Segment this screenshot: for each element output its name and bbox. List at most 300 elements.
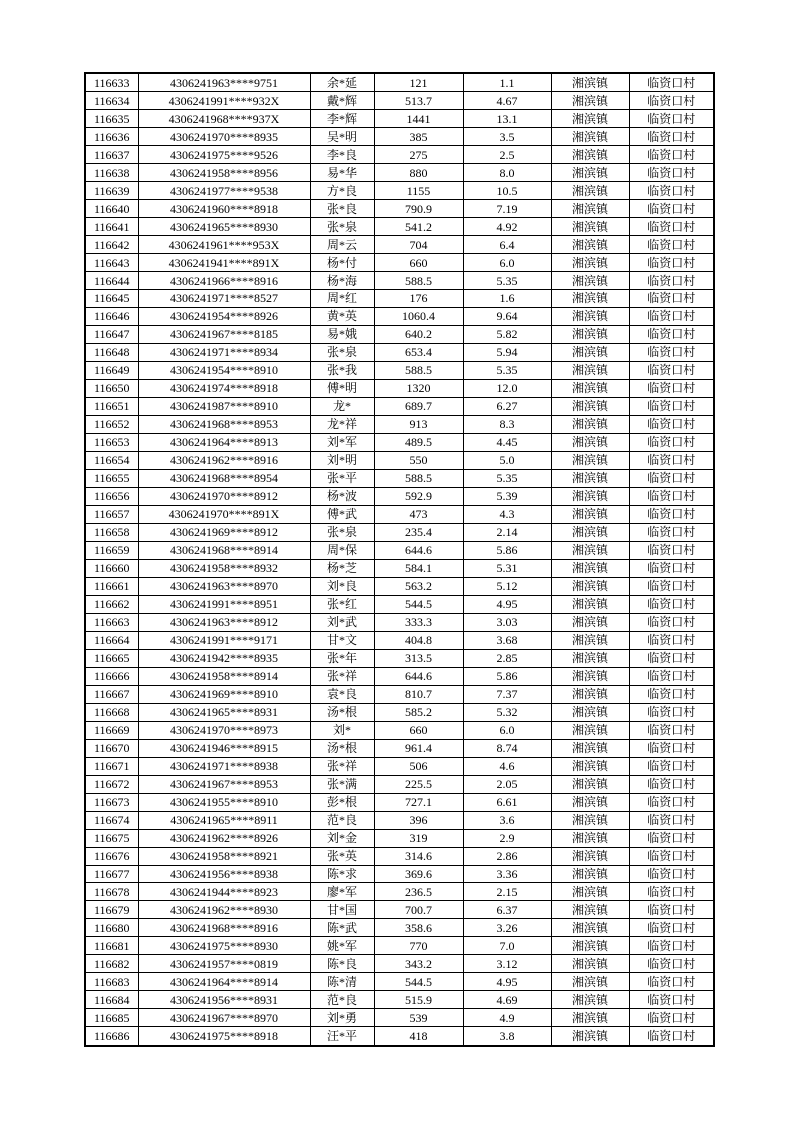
cell-amount: 644.6 xyxy=(374,667,463,685)
cell-serial: 116678 xyxy=(85,883,138,901)
table-row xyxy=(85,379,714,397)
cell-amount: 770 xyxy=(374,937,463,955)
cell-village: 临资口村 xyxy=(629,379,714,397)
cell-area: 3.36 xyxy=(463,865,551,883)
cell-serial: 116652 xyxy=(85,415,138,433)
cell-village: 临资口村 xyxy=(629,325,714,343)
table-row xyxy=(85,469,714,487)
cell-serial: 116645 xyxy=(85,290,138,308)
cell-town: 湘滨镇 xyxy=(551,649,629,667)
cell-amount: 727.1 xyxy=(374,793,463,811)
cell-amount: 473 xyxy=(374,505,463,523)
cell-town: 湘滨镇 xyxy=(551,829,629,847)
cell-amount: 506 xyxy=(374,757,463,775)
cell-village: 临资口村 xyxy=(629,290,714,308)
cell-amount: 660 xyxy=(374,254,463,272)
table-row xyxy=(85,325,714,343)
cell-area: 2.14 xyxy=(463,523,551,541)
cell-serial: 116682 xyxy=(85,955,138,973)
cell-id-masked: 4306241942****8935 xyxy=(138,649,310,667)
cell-town: 湘滨镇 xyxy=(551,955,629,973)
cell-amount: 539 xyxy=(374,1009,463,1027)
cell-village: 临资口村 xyxy=(629,541,714,559)
cell-name: 张*祥 xyxy=(310,757,374,775)
cell-serial: 116648 xyxy=(85,343,138,361)
cell-name: 张*年 xyxy=(310,649,374,667)
cell-village: 临资口村 xyxy=(629,487,714,505)
cell-name: 廖*军 xyxy=(310,883,374,901)
cell-id-masked: 4306241958****8921 xyxy=(138,847,310,865)
cell-serial: 116661 xyxy=(85,577,138,595)
table-row xyxy=(85,218,714,236)
cell-id-masked: 4306241957****0819 xyxy=(138,955,310,973)
cell-serial: 116676 xyxy=(85,847,138,865)
cell-village: 临资口村 xyxy=(629,793,714,811)
table-row xyxy=(85,811,714,829)
table-row xyxy=(85,937,714,955)
cell-village: 临资口村 xyxy=(629,685,714,703)
cell-village: 临资口村 xyxy=(629,829,714,847)
cell-area: 2.86 xyxy=(463,847,551,865)
cell-area: 7.0 xyxy=(463,937,551,955)
table-row xyxy=(85,703,714,721)
cell-village: 临资口村 xyxy=(629,1009,714,1027)
cell-serial: 116671 xyxy=(85,757,138,775)
cell-area: 5.35 xyxy=(463,469,551,487)
cell-village: 临资口村 xyxy=(629,397,714,415)
cell-id-masked: 4306241965****8911 xyxy=(138,811,310,829)
cell-serial: 116673 xyxy=(85,793,138,811)
cell-amount: 541.2 xyxy=(374,218,463,236)
cell-village: 临资口村 xyxy=(629,1027,714,1046)
cell-amount: 236.5 xyxy=(374,883,463,901)
cell-town: 湘滨镇 xyxy=(551,146,629,164)
cell-name: 黄*英 xyxy=(310,307,374,325)
table-row xyxy=(85,685,714,703)
table-row xyxy=(85,631,714,649)
cell-amount: 880 xyxy=(374,164,463,182)
cell-town: 湘滨镇 xyxy=(551,272,629,290)
cell-id-masked: 4306241975****8930 xyxy=(138,937,310,955)
cell-town: 湘滨镇 xyxy=(551,685,629,703)
cell-id-masked: 4306241968****8953 xyxy=(138,415,310,433)
table-row xyxy=(85,182,714,200)
cell-id-masked: 4306241967****8970 xyxy=(138,1009,310,1027)
cell-id-masked: 4306241974****8918 xyxy=(138,379,310,397)
cell-village: 临资口村 xyxy=(629,236,714,254)
cell-amount: 358.6 xyxy=(374,919,463,937)
cell-id-masked: 4306241966****8916 xyxy=(138,272,310,290)
cell-serial: 116659 xyxy=(85,541,138,559)
cell-amount: 225.5 xyxy=(374,775,463,793)
table-row xyxy=(85,757,714,775)
cell-name: 李*辉 xyxy=(310,110,374,128)
cell-serial: 116669 xyxy=(85,721,138,739)
cell-area: 2.9 xyxy=(463,829,551,847)
cell-town: 湘滨镇 xyxy=(551,523,629,541)
table-row xyxy=(85,128,714,146)
cell-serial: 116664 xyxy=(85,631,138,649)
cell-amount: 585.2 xyxy=(374,703,463,721)
cell-village: 临资口村 xyxy=(629,649,714,667)
cell-id-masked: 4306241960****8918 xyxy=(138,200,310,218)
cell-id-masked: 4306241970****8973 xyxy=(138,721,310,739)
cell-amount: 588.5 xyxy=(374,272,463,290)
cell-serial: 116683 xyxy=(85,973,138,991)
cell-name: 张*良 xyxy=(310,200,374,218)
cell-village: 临资口村 xyxy=(629,973,714,991)
cell-village: 临资口村 xyxy=(629,182,714,200)
cell-name: 张*满 xyxy=(310,775,374,793)
cell-serial: 116686 xyxy=(85,1027,138,1046)
cell-serial: 116656 xyxy=(85,487,138,505)
cell-name: 刘*军 xyxy=(310,433,374,451)
cell-village: 临资口村 xyxy=(629,254,714,272)
cell-amount: 660 xyxy=(374,721,463,739)
cell-amount: 489.5 xyxy=(374,433,463,451)
cell-name: 李*良 xyxy=(310,146,374,164)
cell-name: 范*良 xyxy=(310,991,374,1009)
table-row xyxy=(85,667,714,685)
cell-name: 周*红 xyxy=(310,290,374,308)
table-row xyxy=(85,146,714,164)
cell-area: 8.74 xyxy=(463,739,551,757)
cell-area: 4.3 xyxy=(463,505,551,523)
cell-town: 湘滨镇 xyxy=(551,307,629,325)
cell-amount: 319 xyxy=(374,829,463,847)
cell-serial: 116640 xyxy=(85,200,138,218)
cell-name: 傅*明 xyxy=(310,379,374,397)
table-row xyxy=(85,290,714,308)
table-row xyxy=(85,721,714,739)
cell-id-masked: 4306241941****891X xyxy=(138,254,310,272)
cell-village: 临资口村 xyxy=(629,523,714,541)
cell-area: 5.35 xyxy=(463,272,551,290)
cell-serial: 116665 xyxy=(85,649,138,667)
cell-name: 刘*勇 xyxy=(310,1009,374,1027)
cell-village: 临资口村 xyxy=(629,415,714,433)
cell-amount: 343.2 xyxy=(374,955,463,973)
cell-serial: 116679 xyxy=(85,901,138,919)
cell-area: 3.6 xyxy=(463,811,551,829)
cell-name: 杨*芝 xyxy=(310,559,374,577)
cell-amount: 313.5 xyxy=(374,649,463,667)
cell-village: 临资口村 xyxy=(629,919,714,937)
cell-id-masked: 4306241977****9538 xyxy=(138,182,310,200)
cell-name: 陈*求 xyxy=(310,865,374,883)
cell-village: 临资口村 xyxy=(629,218,714,236)
cell-area: 4.6 xyxy=(463,757,551,775)
cell-area: 5.94 xyxy=(463,343,551,361)
table-row xyxy=(85,487,714,505)
cell-area: 6.27 xyxy=(463,397,551,415)
cell-name: 袁*良 xyxy=(310,685,374,703)
table-row xyxy=(85,397,714,415)
cell-id-masked: 4306241991****9171 xyxy=(138,631,310,649)
cell-amount: 333.3 xyxy=(374,613,463,631)
cell-town: 湘滨镇 xyxy=(551,541,629,559)
cell-village: 临资口村 xyxy=(629,469,714,487)
cell-village: 临资口村 xyxy=(629,757,714,775)
cell-name: 刘*明 xyxy=(310,451,374,469)
table-row xyxy=(85,847,714,865)
cell-village: 临资口村 xyxy=(629,811,714,829)
cell-amount: 314.6 xyxy=(374,847,463,865)
cell-serial: 116650 xyxy=(85,379,138,397)
cell-serial: 116644 xyxy=(85,272,138,290)
cell-village: 临资口村 xyxy=(629,451,714,469)
cell-village: 临资口村 xyxy=(629,631,714,649)
cell-name: 张*泉 xyxy=(310,343,374,361)
cell-amount: 235.4 xyxy=(374,523,463,541)
cell-village: 临资口村 xyxy=(629,200,714,218)
cell-area: 3.8 xyxy=(463,1027,551,1046)
cell-amount: 550 xyxy=(374,451,463,469)
cell-area: 9.64 xyxy=(463,307,551,325)
cell-name: 范*良 xyxy=(310,811,374,829)
cell-name: 姚*军 xyxy=(310,937,374,955)
cell-serial: 116675 xyxy=(85,829,138,847)
cell-village: 临资口村 xyxy=(629,739,714,757)
cell-town: 湘滨镇 xyxy=(551,757,629,775)
cell-amount: 704 xyxy=(374,236,463,254)
records-table-body xyxy=(85,73,714,1046)
cell-serial: 116662 xyxy=(85,595,138,613)
table-row xyxy=(85,649,714,667)
cell-area: 3.12 xyxy=(463,955,551,973)
cell-id-masked: 4306241955****8910 xyxy=(138,793,310,811)
cell-name: 张*英 xyxy=(310,847,374,865)
cell-area: 5.32 xyxy=(463,703,551,721)
cell-area: 8.3 xyxy=(463,415,551,433)
table-row xyxy=(85,595,714,613)
cell-id-masked: 4306241971****8934 xyxy=(138,343,310,361)
cell-area: 6.4 xyxy=(463,236,551,254)
cell-name: 刘*武 xyxy=(310,613,374,631)
cell-town: 湘滨镇 xyxy=(551,865,629,883)
cell-id-masked: 4306241971****8938 xyxy=(138,757,310,775)
table-row xyxy=(85,901,714,919)
cell-village: 临资口村 xyxy=(629,164,714,182)
cell-id-masked: 4306241954****8926 xyxy=(138,307,310,325)
cell-area: 3.03 xyxy=(463,613,551,631)
table-row xyxy=(85,272,714,290)
cell-town: 湘滨镇 xyxy=(551,361,629,379)
cell-village: 临资口村 xyxy=(629,775,714,793)
cell-town: 湘滨镇 xyxy=(551,973,629,991)
table-row xyxy=(85,829,714,847)
cell-area: 4.9 xyxy=(463,1009,551,1027)
table-row xyxy=(85,73,714,92)
cell-name: 张*泉 xyxy=(310,218,374,236)
cell-town: 湘滨镇 xyxy=(551,559,629,577)
cell-town: 湘滨镇 xyxy=(551,937,629,955)
cell-serial: 116634 xyxy=(85,92,138,110)
cell-serial: 116653 xyxy=(85,433,138,451)
cell-town: 湘滨镇 xyxy=(551,667,629,685)
cell-id-masked: 4306241965****8930 xyxy=(138,218,310,236)
cell-area: 6.61 xyxy=(463,793,551,811)
cell-amount: 1060.4 xyxy=(374,307,463,325)
cell-id-masked: 4306241963****8970 xyxy=(138,577,310,595)
cell-village: 临资口村 xyxy=(629,667,714,685)
cell-name: 张*平 xyxy=(310,469,374,487)
cell-id-masked: 4306241956****8931 xyxy=(138,991,310,1009)
cell-amount: 592.9 xyxy=(374,487,463,505)
cell-area: 5.39 xyxy=(463,487,551,505)
cell-name: 戴*辉 xyxy=(310,92,374,110)
cell-serial: 116633 xyxy=(85,73,138,92)
cell-serial: 116674 xyxy=(85,811,138,829)
cell-area: 4.67 xyxy=(463,92,551,110)
cell-town: 湘滨镇 xyxy=(551,451,629,469)
cell-town: 湘滨镇 xyxy=(551,595,629,613)
table-row xyxy=(85,92,714,110)
cell-village: 临资口村 xyxy=(629,721,714,739)
cell-id-masked: 4306241962****8926 xyxy=(138,829,310,847)
cell-name: 余*延 xyxy=(310,73,374,92)
cell-serial: 116639 xyxy=(85,182,138,200)
cell-amount: 1155 xyxy=(374,182,463,200)
cell-town: 湘滨镇 xyxy=(551,739,629,757)
cell-village: 临资口村 xyxy=(629,110,714,128)
cell-village: 临资口村 xyxy=(629,847,714,865)
table-row xyxy=(85,775,714,793)
cell-town: 湘滨镇 xyxy=(551,631,629,649)
cell-serial: 116651 xyxy=(85,397,138,415)
cell-village: 临资口村 xyxy=(629,361,714,379)
cell-id-masked: 4306241964****8913 xyxy=(138,433,310,451)
cell-amount: 700.7 xyxy=(374,901,463,919)
cell-area: 3.68 xyxy=(463,631,551,649)
cell-town: 湘滨镇 xyxy=(551,182,629,200)
cell-id-masked: 4306241963****8912 xyxy=(138,613,310,631)
cell-id-masked: 4306241963****9751 xyxy=(138,73,310,92)
cell-name: 陈*武 xyxy=(310,919,374,937)
table-row xyxy=(85,200,714,218)
cell-town: 湘滨镇 xyxy=(551,847,629,865)
cell-serial: 116663 xyxy=(85,613,138,631)
cell-name: 易*华 xyxy=(310,164,374,182)
cell-name: 张*我 xyxy=(310,361,374,379)
cell-area: 1.6 xyxy=(463,290,551,308)
cell-id-masked: 4306241958****8956 xyxy=(138,164,310,182)
cell-name: 汤*根 xyxy=(310,703,374,721)
cell-town: 湘滨镇 xyxy=(551,128,629,146)
cell-area: 6.0 xyxy=(463,254,551,272)
table-row xyxy=(85,415,714,433)
cell-id-masked: 4306241967****8185 xyxy=(138,325,310,343)
cell-name: 陈*良 xyxy=(310,955,374,973)
table-row xyxy=(85,343,714,361)
table-row xyxy=(85,451,714,469)
cell-amount: 396 xyxy=(374,811,463,829)
cell-id-masked: 4306241954****8910 xyxy=(138,361,310,379)
cell-area: 4.69 xyxy=(463,991,551,1009)
cell-village: 临资口村 xyxy=(629,73,714,92)
cell-area: 5.0 xyxy=(463,451,551,469)
cell-village: 临资口村 xyxy=(629,703,714,721)
cell-amount: 544.5 xyxy=(374,595,463,613)
cell-area: 4.95 xyxy=(463,973,551,991)
cell-serial: 116655 xyxy=(85,469,138,487)
cell-id-masked: 4306241969****8910 xyxy=(138,685,310,703)
table-row xyxy=(85,865,714,883)
cell-name: 张*泉 xyxy=(310,523,374,541)
cell-village: 临资口村 xyxy=(629,433,714,451)
cell-id-masked: 4306241968****937X xyxy=(138,110,310,128)
table-row xyxy=(85,955,714,973)
cell-name: 杨*付 xyxy=(310,254,374,272)
cell-serial: 116636 xyxy=(85,128,138,146)
cell-serial: 116649 xyxy=(85,361,138,379)
cell-id-masked: 4306241946****8915 xyxy=(138,739,310,757)
cell-name: 傅*武 xyxy=(310,505,374,523)
cell-village: 临资口村 xyxy=(629,307,714,325)
cell-amount: 913 xyxy=(374,415,463,433)
cell-town: 湘滨镇 xyxy=(551,397,629,415)
cell-town: 湘滨镇 xyxy=(551,577,629,595)
cell-area: 5.82 xyxy=(463,325,551,343)
cell-id-masked: 4306241970****891X xyxy=(138,505,310,523)
cell-town: 湘滨镇 xyxy=(551,919,629,937)
cell-area: 3.26 xyxy=(463,919,551,937)
cell-name: 刘*良 xyxy=(310,577,374,595)
cell-town: 湘滨镇 xyxy=(551,73,629,92)
cell-village: 临资口村 xyxy=(629,901,714,919)
cell-name: 张*红 xyxy=(310,595,374,613)
cell-serial: 116666 xyxy=(85,667,138,685)
cell-serial: 116685 xyxy=(85,1009,138,1027)
cell-name: 彭*根 xyxy=(310,793,374,811)
cell-id-masked: 4306241975****9526 xyxy=(138,146,310,164)
cell-amount: 275 xyxy=(374,146,463,164)
cell-id-masked: 4306241956****8938 xyxy=(138,865,310,883)
cell-name: 龙*祥 xyxy=(310,415,374,433)
cell-town: 湘滨镇 xyxy=(551,92,629,110)
cell-area: 12.0 xyxy=(463,379,551,397)
cell-area: 4.45 xyxy=(463,433,551,451)
cell-village: 临资口村 xyxy=(629,92,714,110)
table-row xyxy=(85,613,714,631)
cell-area: 3.5 xyxy=(463,128,551,146)
table-row xyxy=(85,541,714,559)
cell-amount: 810.7 xyxy=(374,685,463,703)
table-row xyxy=(85,991,714,1009)
cell-area: 2.5 xyxy=(463,146,551,164)
cell-amount: 588.5 xyxy=(374,469,463,487)
cell-name: 甘*国 xyxy=(310,901,374,919)
cell-area: 10.5 xyxy=(463,182,551,200)
cell-area: 7.19 xyxy=(463,200,551,218)
cell-village: 临资口村 xyxy=(629,272,714,290)
cell-amount: 513.7 xyxy=(374,92,463,110)
cell-name: 吴*明 xyxy=(310,128,374,146)
cell-id-masked: 4306241964****8914 xyxy=(138,973,310,991)
cell-serial: 116680 xyxy=(85,919,138,937)
cell-serial: 116660 xyxy=(85,559,138,577)
cell-name: 汪*平 xyxy=(310,1027,374,1046)
cell-town: 湘滨镇 xyxy=(551,325,629,343)
cell-town: 湘滨镇 xyxy=(551,901,629,919)
cell-amount: 961.4 xyxy=(374,739,463,757)
cell-id-masked: 4306241968****8954 xyxy=(138,469,310,487)
records-table xyxy=(84,72,715,1047)
cell-name: 张*祥 xyxy=(310,667,374,685)
cell-village: 临资口村 xyxy=(629,991,714,1009)
table-row xyxy=(85,254,714,272)
cell-id-masked: 4306241987****8910 xyxy=(138,397,310,415)
